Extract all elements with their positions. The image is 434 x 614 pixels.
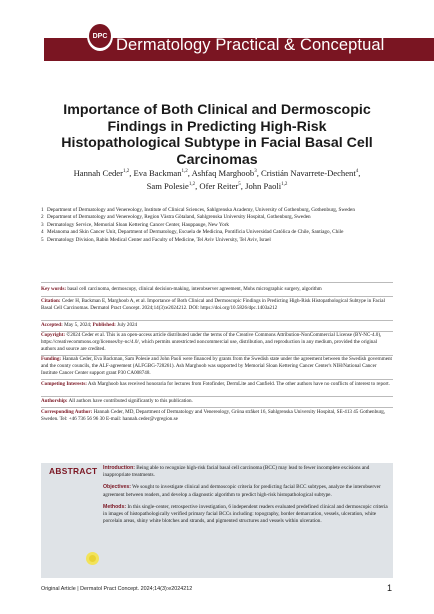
author-list — [44, 166, 390, 193]
authors-line-1: Hannah Ceder$^{1,2}$, Eva Backman$^{1,2}$, Ashfaq Marghoob$^3$, Cristián Navarrete-Dechent$^4$, — [73, 167, 361, 178]
article-title: Importance of Both Clinical and Dermoscopic Findings in Predicting High-Risk Histopathological Subtype in Facial Basal Cell Carcinomas — [61, 102, 373, 168]
affiliation-item: 3 Dermatology Service, Memorial Sloan Kettering Cancer Center, Hauppauge, New York — [41, 221, 230, 228]
copyright: Copyright: ©2024 Ceder et al. This is an open-access article distributed under the terms of the Creative Commons Attribution-NonCommercial License (BY-NC-4.0), https://creativecommons.org/licenses/by-nc/4.0/, which permits unrestricted noncommercial use, distribution, and reproduction in any medium, provided the original authors and source are credited. — [41, 332, 382, 352]
affiliation-item: 5 Dermatology Division, Rabin Medical Center and Faculty of Medicine, Tel Aviv University, Tel Aviv, Israel — [41, 236, 271, 243]
competing-interests: Competing Interests: Ash Marghoob has received honoraria for lectures from Fotofinder, DermLite and Canfield. The other authors have no conflicts of interest to report. — [41, 381, 390, 387]
divider — [41, 296, 393, 297]
divider — [41, 396, 393, 397]
keywords: Key words: basal cell carcinoma, dermoscopy, clinical decision-making, interobserver agreement, Mohs micrographic surgery, algorithm — [41, 286, 322, 292]
divider — [41, 282, 393, 283]
abstract-objectives: Objectives: We sought to investigate clinical and dermoscopic criteria for predicting facial BCC subtypes, analyze the interobserver agreement between readers, and develop a diagnostic algorithm to predict high-risk histopathological subtype. — [103, 484, 381, 498]
divider — [41, 407, 393, 408]
abstract-body — [103, 465, 389, 530]
authors-line-2: Sam Polesie$^{1,2}$, Ofer Reiter$^5$, John Paoli$^{1,2}$ — [146, 181, 288, 192]
highlight-marker-center — [89, 555, 96, 562]
page-number: 1 — [387, 583, 393, 593]
corresponding-author: Corresponding Author: Hannah Ceder, MD, Department of Dermatology and Venereology, Gröna stråket 16, Sahlgrenska University Hospital, SE-413 45 Gothenburg, Sweden. Tel: +46 736 56 96 30 E-mail: hannah.ceder@vgregion.se — [41, 409, 386, 422]
authorship: Authorship: All authors have contributed significantly to this publication. — [41, 398, 193, 404]
abstract-methods: Methods: In this single-center, retrospective investigation, 6 independent readers evaluated predefined clinical and dermoscopic criteria in images of histopathologically verified primary facial BCCs including: topography, border demarcation, vessels, ulceration, white porcelain areas, shiny white blotches and strands, and pigmented structures and vessels within ulceration. — [103, 503, 388, 525]
journal-name: Dermatology Practical & Conceptual — [116, 36, 385, 54]
affiliation-item: 4 Melanoma and Skin Cancer Unit, Department of Dermatology, Escuela de Medicina, Pontificia Universidad Católica de Chile, Santiago, Chile — [41, 229, 344, 236]
abstract-heading: ABSTRACT — [49, 466, 98, 476]
footer-citation: Original Article | Dermatol Pract Concept. 2024;14(3):e2024212 — [41, 586, 193, 592]
affiliation-item: 1 Department of Dermatology and Venereology, Institute of Clinical Sciences, Sahlgrenska Academy, University of Gothenburg, Gothenburg, Sweden — [41, 207, 355, 213]
affiliation-item: 2 Department of Dermatology and Venereology, Region Västra Götaland, Sahlgrenska University Hospital, Gothenburg, Sweden — [41, 214, 311, 221]
dates: Accepted: May 5, 2024; Published: July 2024 — [41, 322, 138, 328]
affiliations — [41, 207, 393, 244]
divider — [41, 320, 393, 321]
divider — [41, 379, 393, 380]
dpc-logo-icon: DPC — [89, 24, 111, 48]
abstract-introduction: Introduction: Being able to recognize high-risk facial basal cell carcinoma (BCC) may lead to fewer incomplete excisions and inappropriate treatments. — [103, 465, 370, 479]
citation: Citation: Ceder H, Backman E, Marghoob A, et al. Importance of Both Clinical and Dermoscopic Findings in Predicting High-Risk Histopathological Subtype in Facial Basal Cell Carcinomas. Dermatol Pract Concept. 2024;14(3):e2024212. DOI: https://doi.org/10.5826/dpc.1403a212 — [41, 298, 385, 311]
funding: Funding: Hannah Ceder, Eva Backman, Sam Polesie and John Paoli were financed by grants from the Swedish state under the agreement between the Swedish government and the county councils, the ALF-agreement (ALFGBG-728261). Ash Marghoob was supported by Memorial Sloan Kettering Cancer Center's NIH/National Cancer Institute Cancer Center support grant P30 CA008748. — [41, 356, 392, 376]
